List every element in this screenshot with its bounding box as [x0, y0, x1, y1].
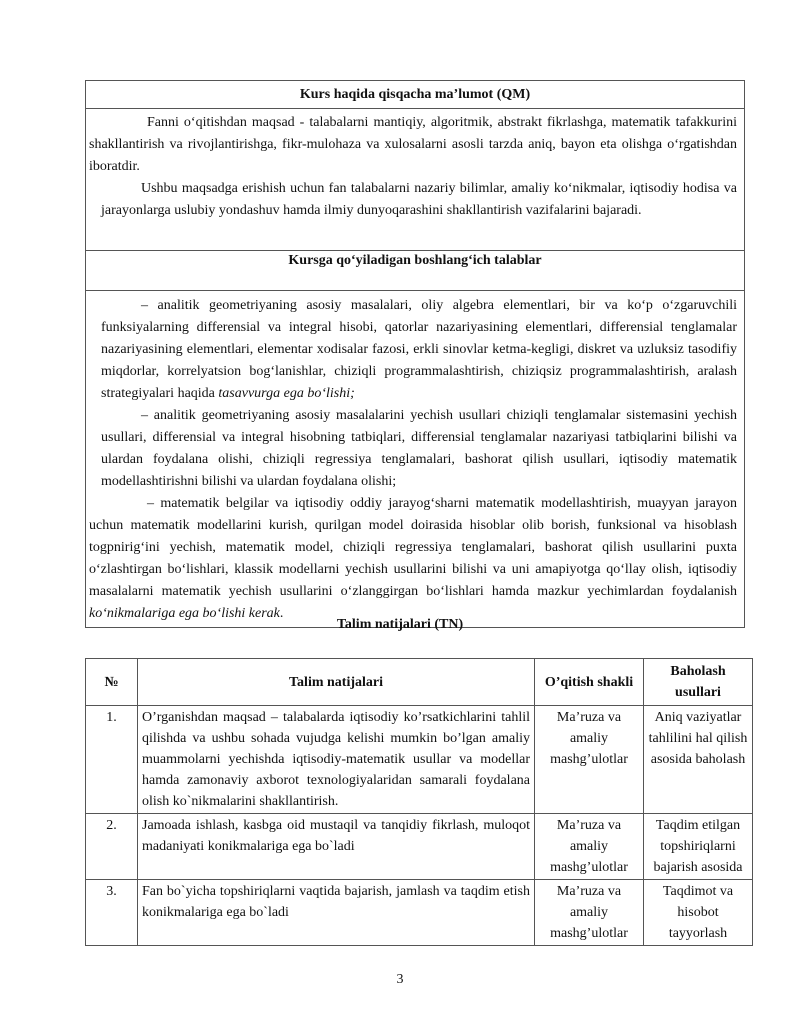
header-form: O’qitish shakli [535, 659, 644, 706]
qm-paragraph-2: Ushbu maqsadga erishish uchun fan talabalarni nazariy bilimlar, amaliy ko‘nikmalar, iqtisodiy hodisa va jarayonlarga uslubiy yondashuv hamda ilmiy dunyoqarashini shakllantirish vazifalarini bajaradi. [101, 181, 737, 218]
row-result: O’rganishdan maqsad – talabalarda iqtisodiy ko’rsatkichlarini tahlil qilishda va ushbu sohada vujudga kelishi mumkin bo’lgan amaliy muammolarni yechishda iqtisodiy-matematik usullar va modellar hamda zamonaviy axborot texnologiyalaridan samarali foydalana olish ko`nikmalarini shakllantirish. [138, 706, 535, 814]
row-num: 1. [86, 706, 138, 814]
requirements-paragraph-1 [89, 295, 737, 405]
qm-heading: Kurs haqida qisqacha ma’lumot (QM) [86, 81, 744, 109]
requirements-p3-end: . [279, 606, 284, 621]
table-row [86, 880, 753, 946]
qm-body [86, 109, 744, 251]
requirements-body [86, 291, 744, 627]
row-form: Ma’ruza va amaliy mashg’ulotlar [535, 814, 644, 880]
row-result: Fan bo`yicha topshiriqlarni vaqtida bajarish, jamlash va taqdim etish konikmalariga ega bo`ladi [138, 880, 535, 946]
requirements-paragraph-3 [89, 493, 737, 625]
requirements-p3-text: – matematik belgilar va iqtisodiy oddiy jarayog‘sharni matematik modellashtirish, muayyan jarayon uchun matematik modellarini kurish, qurilgan model doirasida hisoblar olib borish, funksional va hisoblash togpnirig‘ini yechish, matematik model, chiziqli regressiya tenglamalari, bashorat qilish usullarini puxta o‘zlashtirgan bo‘lishlari, klassik modellarni yechish usullarini bilishi va uni amapiyotga qo‘llay olish, iqtisodiy masalalarni matematik yechish usullarini o‘zlanggirgan bo‘lishlari hamda mazkur yechimlardan foydalanish [89, 496, 737, 599]
page-number: 3 [396, 972, 404, 987]
row-eval: Taqdim etilgan topshiriqlarni bajarish asosida [644, 814, 753, 880]
requirements-title: Kursga qo‘yiladigan boshlang‘ich talablar [288, 253, 542, 268]
row-num: 2. [86, 814, 138, 880]
tn-section-title: Talim natijalari (TN) [336, 617, 464, 632]
requirements-p1-italic: tasavvurga ega bo‘lishi; [218, 386, 355, 401]
row-eval: Taqdimot va hisobot tayyorlash [644, 880, 753, 946]
learning-outcomes-table [85, 658, 753, 946]
course-info-table [85, 80, 745, 628]
requirements-p3-italic: ko‘nikmalariga ega bo‘lishi kerak [89, 606, 280, 621]
row-eval: Aniq vaziyatlar tahlilini hal qilish asosida baholash [644, 706, 753, 814]
requirements-heading [86, 251, 744, 291]
row-form: Ma’ruza va amaliy mashg’ulotlar [535, 880, 644, 946]
qm-paragraph-1: Fanni o‘qitishdan maqsad - talabalarni mantiqiy, algoritmik, abstrakt fikrlashga, matematik tafakkurini shakllantirish va rivojlantirishga, fikr-mulohaza va xulosalarni asosli tarzda aniq, bayon eta olishga o‘rgatishdan iboratdir. [89, 115, 737, 174]
requirements-paragraph-2: – analitik geometriyaning asosiy masalalarini yechish usullari chiziqli tenglamalar sistemasini yechish usullari, differensial va integral hisobning tatbiqlari, differensial tenglamalar nazariyasi tatbiqlarini bilishi va ulardan foydalana olishi, chiziqli regressiya tenglamalari, bashorat qilish usullari, iqtisodiy matematik modellashtirishni bilishi va ulardan foydalana olishi; [101, 408, 737, 489]
table-row [86, 814, 753, 880]
header-num: № [86, 659, 138, 706]
table-row [86, 706, 753, 814]
row-form: Ma’ruza va amaliy mashg’ulotlar [535, 706, 644, 814]
requirements-p1-text: – analitik geometriyaning asosiy masalalari, oliy algebra elementlari, bir va ko‘p o‘zgaruvchili funksiyalarning differensial va integral hisobi, qatorlar nazariyasining elementlari, differensial tenglamalar nazariyasining elementlari, elementar xodisalar fazosi, erkli sinovlar ketma-kegligi, diskret va uzluksiz tasodifiy miqdorlar, korrelyatsion bog‘lanishlar, chiziqli programmalashtirish, chiziqsiz programmalashtirish, aralash strategiyalari haqida [101, 298, 737, 401]
header-result: Talim natijalari [138, 659, 535, 706]
header-eval: Baholash usullari [644, 659, 753, 706]
table-header-row [86, 659, 753, 706]
row-num: 3. [86, 880, 138, 946]
row-result: Jamoada ishlash, kasbga oid mustaqil va tanqidiy fikrlash, muloqot madaniyati konikmalariga ega bo`ladi [138, 814, 535, 880]
